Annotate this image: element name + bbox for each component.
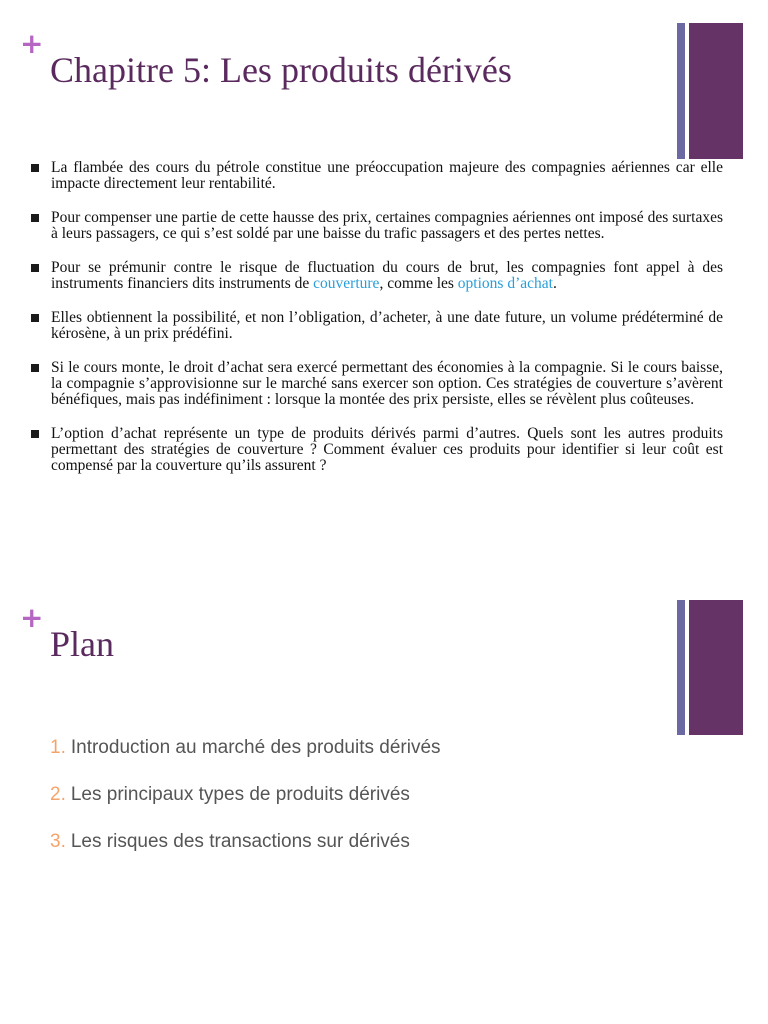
square-bullet-icon bbox=[31, 264, 39, 272]
couverture-link[interactable]: couverture bbox=[313, 275, 380, 292]
square-bullet-icon bbox=[31, 430, 39, 438]
bullet-item bbox=[30, 160, 723, 192]
plan-item-label: Introduction au marché des produits dérivés bbox=[70, 737, 441, 758]
accent-bar-thick bbox=[689, 600, 743, 735]
options-achat-link[interactable]: options d’achat bbox=[457, 275, 553, 292]
accent-bar-thick bbox=[689, 23, 743, 159]
bullet-text: Elles obtiennent la possibilité, et non l’obligation, d’acheter, à une date future, un volume prédéterminé de kérosène, à un prix prédéfini. bbox=[51, 309, 723, 342]
bullet-item bbox=[30, 360, 723, 408]
accent-bar-thin bbox=[677, 23, 685, 159]
plus-icon: + bbox=[20, 27, 44, 60]
bullet-text: Pour compenser une partie de cette hausse des prix, certaines compagnies aériennes ont imposé des surtaxes à leurs passagers, ce qui s’est soldé par une baisse du trafic passagers et des pertes nettes. bbox=[51, 209, 723, 242]
bullet-item bbox=[30, 260, 723, 292]
plan-item-number: 2. bbox=[50, 784, 66, 805]
slide-plan bbox=[0, 580, 768, 1024]
slide-title: Plan bbox=[50, 624, 115, 664]
bullet-list bbox=[30, 160, 723, 492]
plan-item-label: Les principaux types de produits dérivés bbox=[70, 784, 410, 805]
plan-list bbox=[50, 736, 441, 877]
bullet-item bbox=[30, 210, 723, 242]
square-bullet-icon bbox=[31, 214, 39, 222]
square-bullet-icon bbox=[31, 164, 39, 172]
bullet-text bbox=[51, 259, 723, 292]
plus-icon: + bbox=[20, 601, 44, 634]
bullet-text: La flambée des cours du pétrole constitue une préoccupation majeure des compagnies aériennes car elle impacte directement leur rentabilité. bbox=[51, 159, 723, 192]
bullet-item bbox=[30, 426, 723, 474]
bullet-text: L’option d’achat représente un type de produits dérivés parmi d’autres. Quels sont les autres produits permettant des stratégies de couverture ? Comment évaluer ces produits pour identifier si leur coût est compensé par la couverture qu’ils assurent ? bbox=[51, 425, 723, 474]
plan-item-number: 3. bbox=[50, 831, 66, 852]
bullet-text-part: , comme les bbox=[379, 275, 458, 292]
square-bullet-icon bbox=[31, 314, 39, 322]
plan-item-number: 1. bbox=[50, 737, 66, 758]
plan-item bbox=[50, 783, 441, 807]
bullet-text-part: Pour se prémunir contre le risque de fluctuation du cours de brut, les compagnies font appel à des instruments financiers dits instruments de bbox=[51, 259, 723, 292]
bullet-text-part: . bbox=[552, 275, 557, 292]
plan-item bbox=[50, 830, 441, 854]
slide-title: Chapitre 5: Les produits dérivés bbox=[50, 50, 512, 90]
square-bullet-icon bbox=[31, 364, 39, 372]
bullet-item bbox=[30, 310, 723, 342]
plan-item-label: Les risques des transactions sur dérivés bbox=[70, 831, 410, 852]
plan-item bbox=[50, 736, 441, 760]
accent-bar-thin bbox=[677, 600, 685, 735]
bullet-text: Si le cours monte, le droit d’achat sera exercé permettant des économies à la compagnie. Si le cours baisse, la compagnie s’approvisionne sur le marché sans exercer son option. Ces stratégies de couverture s’avèrent bénéfiques, mais pas indéfiniment : lorsque la montée des prix persiste, elles se révèlent plus coûteuses. bbox=[51, 359, 723, 408]
